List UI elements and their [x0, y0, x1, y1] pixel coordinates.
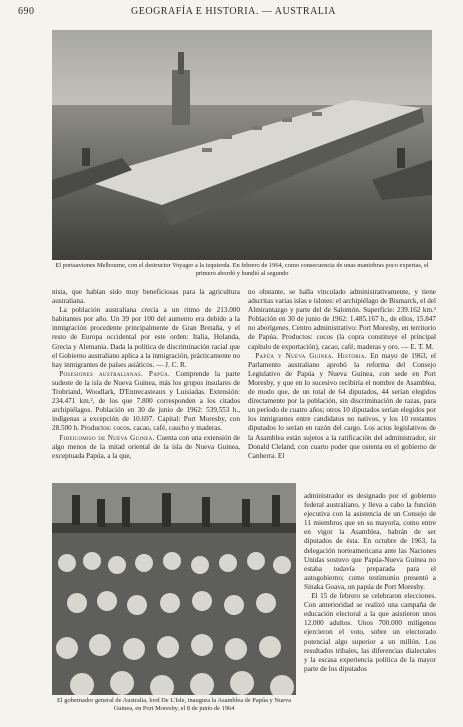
page-header: [18, 6, 449, 20]
bottom-photo-caption: El gobernador general de Australia, lord De L'Isle, inaugura la Asamblea de Papúa y Nueva Guinea, en Port Moresby, el 8 de junio de 1964: [57, 697, 291, 712]
paragraph: [248, 352, 436, 461]
paragraph: [304, 592, 436, 674]
paragraph: administrador es designado por el gobierno federal australiano, y lleva a cabo la función ejecutiva con la asistencia de un Consejo de 11 miembros que en su mayoría, como entre en vigor la Asamblea, habrán de ser diputados de ésta. En octubre de 1963, la delegación norteamericana ante las Naciones Unidas sostuvo que Papúa-Nueva Guinea no estaba todavía preparada para el autogobierno; como testimonio presentó a Sinaka Goava, un papúa de Port Moresby.: [304, 492, 436, 591]
section-heading: Posesiones australianas. Papúa.: [59, 369, 171, 378]
top-photo-caption: El portaaviones Melbourne, con el destructor Voyager a la izquierda. En febrero de 1964, como consecuencia de unas maniobras poco expertas, el primero abordó y hundió al segundo: [55, 262, 429, 277]
paragraph: [52, 370, 240, 434]
paragraph: [52, 434, 240, 461]
page-number: 690: [18, 6, 35, 17]
paragraph: [52, 306, 240, 370]
paragraph-text: Comprende la parte sudeste de la isla de Nueva Guinea, más los grupos insulares de Trobriand, Woodlark, D'Entrecasteaux y Luisiadas. Extensión: 234.471 km.², de los que 7.800 corresponden a los citados archipiélagos. Población en 30 de junio de 1962: 539.553 h., indígenas a excepción de 10.697. Capital: Port Moresby, con 28.500 h. Productos: cocos, cacao, café, caucho y maderas.: [52, 369, 241, 433]
paragraph-text: La población australiana crecía a un ritmo de 213.000 habitantes por año. Un 39 por 100 del aumento era debido a la inmigración procedente principalmente de Gran Bretaña, y el resto de Europa occidental por este orden: Italia, Holanda, Grecia y Alemania. Dada la política de discriminación racial que el Gobierno australiano aplica a la inmigración, prácticamente no hay inmigrantes de países asiáticos. — J. C. R.: [52, 306, 240, 369]
paragraph: no obstante, se halla vinculado administrativamente, y tiene adscritas varias islas e islotes: el archipiélago de Bismarck, el del Almirantazgo y parte del de Salomón. Superficie: 239.162 km.² Población en 30 de junio de 1962: 1.485.167 h., de ellos, 15.847 no aborígenes. Centro administrativo: Port Moresby, en territorio de Papúa. Productos: cocos (la copra constituye el principal capítulo de exportación), cacao, café, maderas y oro. — E. T. M.: [248, 288, 436, 351]
assembly-illustration: [52, 483, 296, 695]
assembly-photo: [52, 483, 296, 695]
right-column-continued: [304, 492, 436, 674]
left-column: [52, 288, 240, 461]
paragraph-text: El 15 de febrero se celebraron elecciones. Con anterioridad se realizó una campaña de educación electoral a la que asistieron unos 12.000 adultos. Unos 700.000 milígenos ejercieron el voto, sobre un electorado potencial algo superior a un millón. Los resultados tribales, las diferencias dialectales y la escasa experiencia política de la mayor parte de los diputados: [304, 592, 436, 673]
aircraft-carrier-illustration: [52, 30, 432, 260]
aircraft-carrier-photo: [52, 30, 432, 260]
paragraph-text: Cuenta con una extensión de algo menos de la mitad oriental de la isla de Nueva Guinea, exceptuada Papúa, a la que,: [52, 433, 240, 460]
paragraph: nista, que habían sido muy beneficiosas para la agricultura australiana.: [52, 288, 240, 306]
running-title: GEOGRAFÍA E HISTORIA. — AUSTRALIA: [131, 6, 336, 17]
section-heading: Papúa y Nueva Guinea. Historia.: [255, 351, 367, 360]
paragraph-text: En mayo de 1963, el Parlamento australiano aprobó la reforma del Consejo Legislativo de Papúa y Nueva Guinea, con sede en Port Moresby, y que en lo sucesivo recibiría el nombre de Asamblea, de modo que, de un total de 64 diputados, 44 serían elegidos directamente por la población, sin discriminación de razas, para un período de cuatro años; otros 10 diputados serían elegidos por los inmigrantes entre candidatos no nativos, y los 10 restantes diputados lo serían en razón del cargo. Los actos legislativos de la Asamblea están sujetos a la ratificación del administrador, sir Donald Cleland, con cuarto poder que ostenta en el gobierno de Canberra. El: [248, 351, 436, 460]
section-heading: Fideicomiso de Nueva Guinea.: [59, 433, 155, 442]
right-column: [248, 288, 436, 461]
